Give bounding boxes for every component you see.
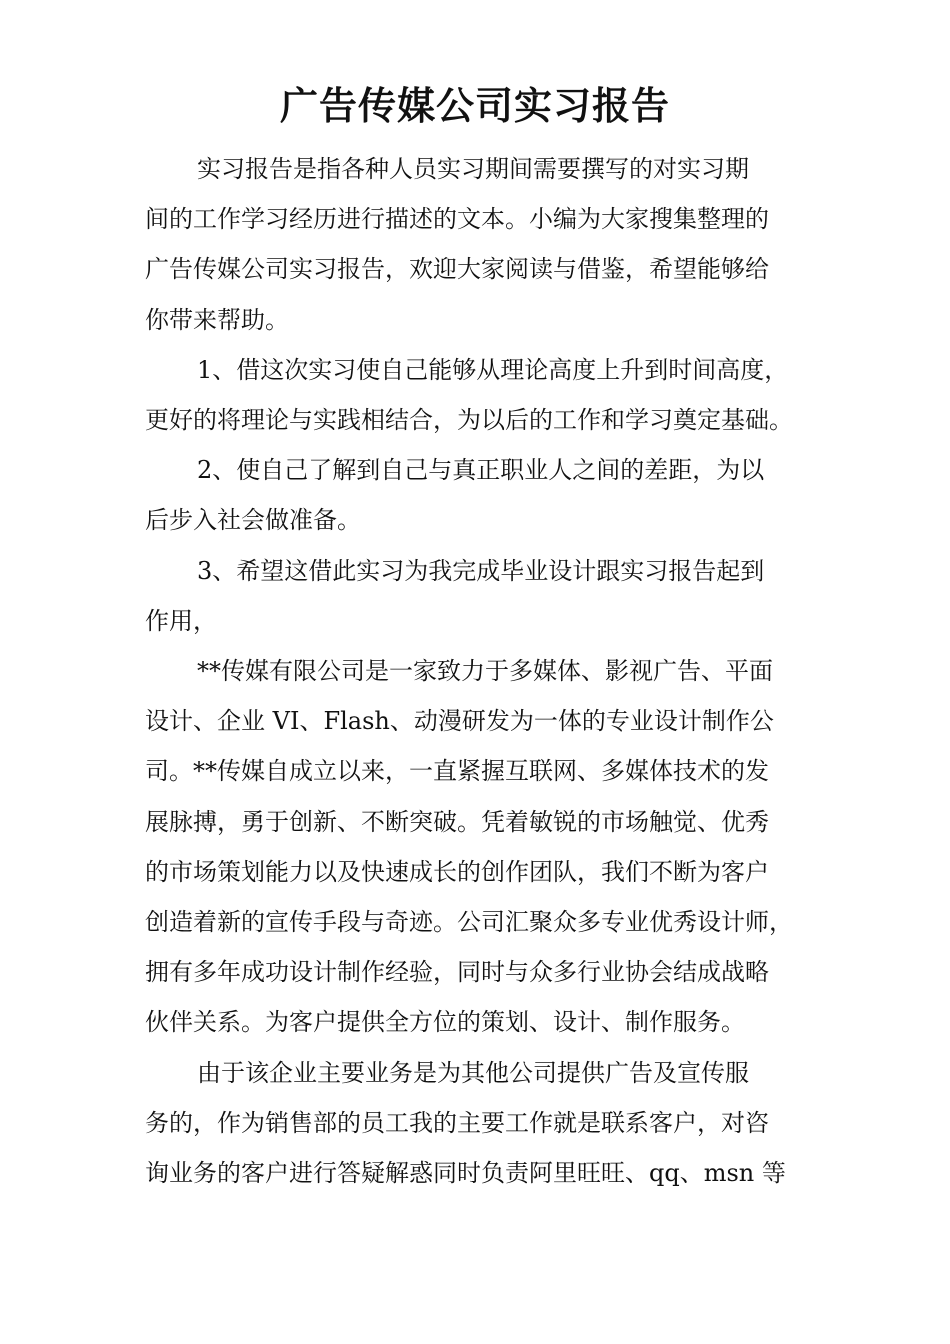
text-line: 询业务的客户进行答疑解惑同时负责阿里旺旺、qq、msn 等 — [145, 1159, 786, 1188]
text-line: 1、借这次实习使自己能够从理论高度上升到时间高度， — [197, 355, 789, 384]
paragraph-intro — [145, 144, 817, 345]
paragraph-work — [145, 1048, 817, 1199]
text-line: 作用， — [145, 606, 217, 635]
document-body — [145, 144, 817, 1198]
text-line: 后步入社会做准备。 — [145, 506, 361, 535]
text-line: 设计、企业 VI、Flash、动漫研发为一体的专业设计制作公 — [145, 707, 774, 736]
text-line: 更好的将理论与实践相结合，为以后的工作和学习奠定基础。 — [145, 406, 793, 435]
text-line: 务的，作为销售部的员工我的主要工作就是联系客户，对咨 — [145, 1108, 769, 1137]
paragraph-point-2 — [145, 445, 817, 545]
text-line: 实习报告是指各种人员实习期间需要撰写的对实习期 — [197, 155, 749, 183]
paragraph-point-1 — [145, 345, 817, 445]
paragraph-point-3 — [145, 546, 817, 646]
text-line: 司。**传媒自成立以来，一直紧握互联网、多媒体技术的发 — [145, 757, 769, 786]
text-line: 由于该企业主要业务是为其他公司提供广告及宣传服 — [197, 1058, 749, 1087]
text-line: 拥有多年成功设计制作经验，同时与众多行业协会结成战略 — [145, 958, 769, 987]
document-title: 广告传媒公司实习报告 — [279, 83, 670, 128]
text-line: **传媒有限公司是一家致力于多媒体、影视广告、平面 — [197, 657, 773, 686]
text-line: 展脉搏，勇于创新、不断突破。凭着敏锐的市场触觉、优秀 — [145, 807, 769, 836]
text-line: 间的工作学习经历进行描述的文本。小编为大家搜集整理的 — [145, 205, 769, 234]
text-line: 广告传媒公司实习报告，欢迎大家阅读与借鉴，希望能够给 — [145, 255, 769, 284]
text-line: 伙伴关系。为客户提供全方位的策划、设计、制作服务。 — [145, 1008, 745, 1037]
text-line: 的市场策划能力以及快速成长的创作团队，我们不断为客户 — [145, 857, 769, 886]
paragraph-company — [145, 646, 817, 1048]
text-line: 你带来帮助。 — [145, 305, 289, 334]
text-line: 创造着新的宣传手段与奇迹。公司汇聚众多专业优秀设计师， — [145, 908, 793, 937]
text-line: 3、希望这借此实习为我完成毕业设计跟实习报告起到 — [197, 556, 765, 585]
text-line: 2、使自己了解到自己与真正职业人之间的差距，为以 — [197, 456, 765, 485]
